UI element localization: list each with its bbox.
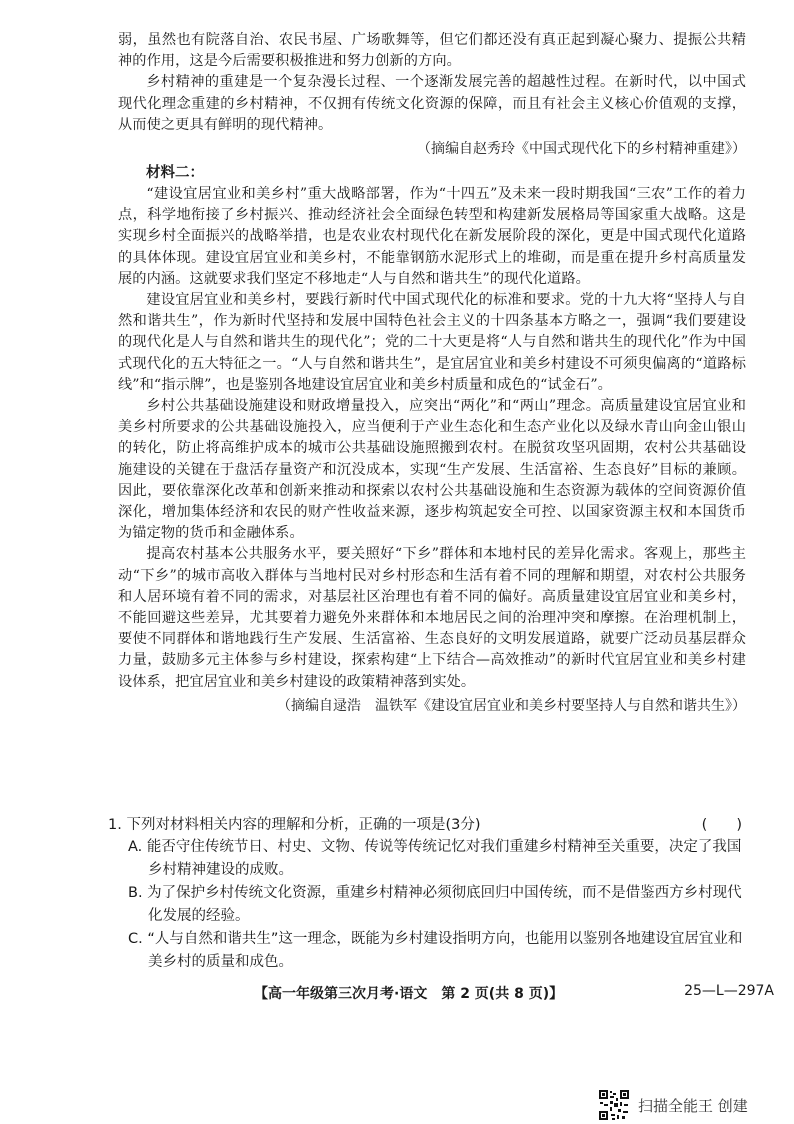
- citation-material-one: （摘编自赵秀玲《中国式现代化下的乡村精神重建》）: [417, 141, 746, 158]
- material-two-heading: 材料二：: [146, 165, 204, 182]
- qr-code-icon: [598, 1089, 630, 1121]
- option-c[interactable]: C. “人与自然和谐共生”这一理念，既能为乡村建设指明方向，也能用以鉴别各地建设宜居宜业和美乡村的质量和成色。: [128, 931, 743, 970]
- option-b[interactable]: B. 为了保护乡村传统文化资源，重建乡村精神必须彻底回归中国传统，而不是借鉴西方乡村现代化发展的经验。: [128, 885, 742, 924]
- question-stem-text: 1. 下列对材料相关内容的理解和分析，正确的一项是(3分): [108, 817, 481, 833]
- reading-material: [118, 30, 746, 719]
- paragraph-public-service: 提高农村基本公共服务水平，要关照好“下乡”群体和本地村民的差异化需求。客观上，那些主动“下乡”的城市高收入群体与当地村民对乡村形态和生活有着不同的理解和期望，对农村公共服务和人居环境有着不同的需求，对基层社区治理也有着不同的偏好。高质量建设宜居宜业和美乡村，不能回避这些差异，尤其要着力避免外来群体和本地居民之间的治理冲突和摩擦。在治理机制上，要使不同群体和谐地践行生产发展、生活富裕、生态良好的文明发展道路，就要广泛动员基层群众力量，鼓励多元主体参与乡村建设，探索构建“上下结合—高效推动”的新时代宜居宜业和美乡村建设体系，把宜居宜业和美乡村建设的政策精神落到实处。: [118, 546, 746, 690]
- footer-title: 【高一年级第三次月考·语文 第 2 页(共 8 页)】: [254, 986, 564, 1002]
- paragraph-strategy: “建设宜居宜业和美乡村”重大战略部署，作为“十四五”及未来一段时期我国“三农”工作的着力点，科学地衔接了乡村振兴、推动经济社会全面绿色转型和构建新发展格局等国家重大战略。这是实现乡村全面振兴的战略举措，也是农业农村现代化在新发展阶段的深化，更是中国式现代化道路的具体体现。建设宜居宜业和美乡村，不能靠钢筋水泥形式上的堆砌，而是重在提升乡村高质量发展的内涵。这就要求我们坚定不移地走“人与自然和谐共生”的现代化道路。: [118, 186, 746, 287]
- footer-code: 25—L—297A: [684, 983, 774, 999]
- paragraph-standards: 建设宜居宜业和美乡村，要践行新时代中国式现代化的标准和要求。党的十九大将“坚持人与自然和谐共生”，作为新时代坚持和发展中国特色社会主义的十四条基本方略之一，强调“我们要建设的现代化是人与自然和谐共生的现代化”；党的二十大更是将“人与自然和谐共生的现代化”作为中国式现代化的五大特征之一。“人与自然和谐共生”，是宜居宜业和美乡村建设不可须臾偏离的“道路标线”和“指示牌”，也是鉴别各地建设宜居宜业和美乡村质量和成色的“试金石”。: [118, 292, 746, 393]
- paragraph-continued: 弱，虽然也有院落自治、农民书屋、广场歌舞等，但它们都还没有真正起到凝心聚力、提振公共精神的作用，这是今后需要积极推进和努力创新的方向。: [118, 32, 746, 70]
- citation-material-two: （摘编自逯浩 温铁军《建设宜居宜业和美乡村要坚持人与自然和谐共生》）: [277, 697, 746, 714]
- scanner-watermark: [598, 1089, 748, 1121]
- paragraph-infrastructure: 乡村公共基础设施建设和财政增量投入，应突出“两化”和“两山”理念。高质量建设宜居宜业和美乡村所要求的公共基础设施投入，应当便利于产业生态化和生态产业化以及绿水青山向金山银山的转化，防止将高维护成本的城市公共基础设施照搬到农村。在脱贫攻坚巩固期，农村公共基础设施建设的关键在于盘活存量资产和沉没成本，实现“生产发展、生活富裕、生态良好”目标的兼顾。因此，要依靠深化改革和创新来推动和探索以农村公共基础设施和生态资源为载体的空间资源价值深化，增加集体经济和农民的财产性收益来源，逐步构筑起安全可控、以国家资源主权和本国货币为锚定物的货币和金融体系。: [118, 398, 746, 542]
- answer-blank[interactable]: ( ): [701, 817, 742, 833]
- paragraph-spirit-rebuild: 乡村精神的重建是一个复杂漫长过程、一个逐渐发展完善的超越性过程。在新时代，以中国式现代化理念重建的乡村精神，不仅拥有传统文化资源的保障，而且有社会主义核心价值观的支撑，从而使之更具有鲜明的现代精神。: [118, 74, 746, 133]
- watermark-text: 扫描全能王 创建: [638, 1096, 748, 1115]
- option-a[interactable]: A. 能否守住传统节日、村史、文物、传说等传统记忆对我们重建乡村精神至关重要，决定了我国乡村精神建设的成败。: [128, 839, 742, 878]
- question-1: [108, 814, 748, 974]
- question-stem: [108, 814, 748, 836]
- page-footer: [254, 983, 774, 1003]
